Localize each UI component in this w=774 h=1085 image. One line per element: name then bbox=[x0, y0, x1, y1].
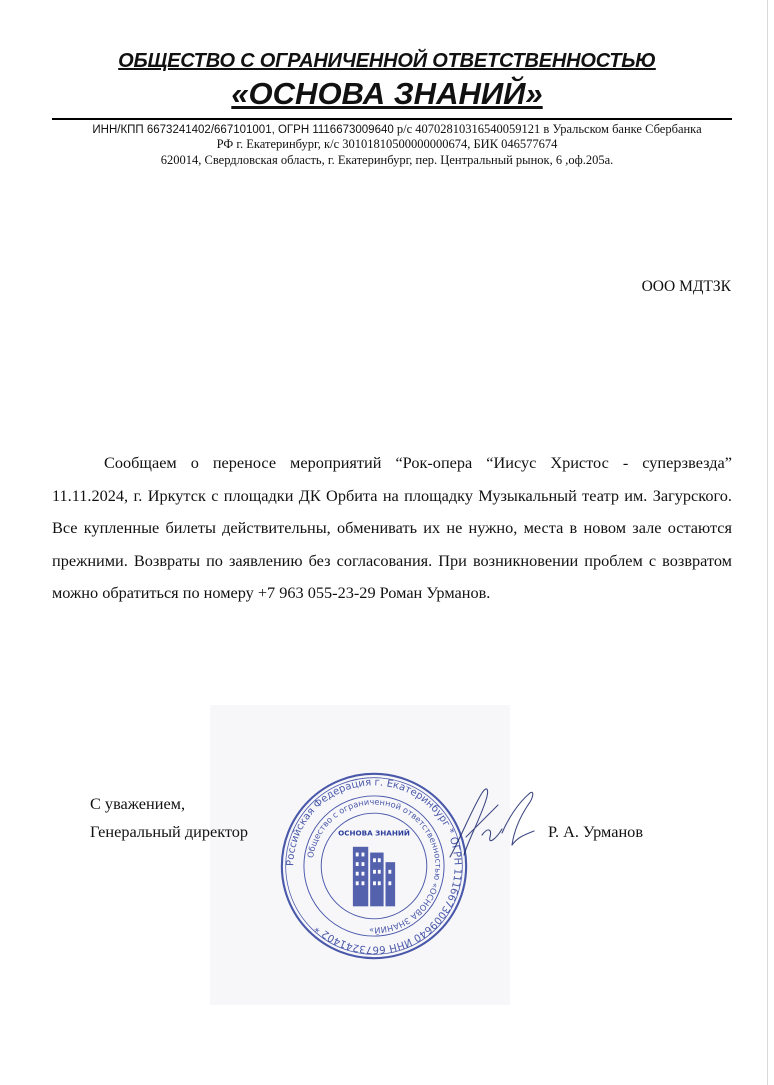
letter-paragraph: Сообщаем о переносе мероприятий “Рок-опера “Иисус Христос - суперзвезда” 11.11.2024, г. Иркутск с площадки ДК Орбита на площадку Музыкальный театр им. Загурского. Все купленные билеты действительны, обменивать их не нужно, места в новом зале остаются прежними. Возвраты по заявлению без согласования. При возникновении проблем с возвратом можно обратиться по номеру +7 963 055-23-29 Роман Урманов. bbox=[52, 453, 732, 603]
org-address: 620014, Свердловская область, г. Екатеринбург, пер. Центральный рынок, 6 ,оф.205а. bbox=[160, 153, 614, 167]
seal-center-text: ОСНОВА ЗНАНИЙ bbox=[338, 828, 410, 838]
requisites-bank-account: р/с 40702810316540059121 в Уральском банке Сбербанка bbox=[393, 122, 702, 136]
seal-building-emblem bbox=[353, 847, 395, 907]
org-legal-form: ОБЩЕСТВО С ОГРАНИЧЕННОЙ ОТВЕТСТВЕННОСТЬЮ bbox=[118, 50, 656, 72]
letter-body bbox=[52, 447, 732, 610]
requisites-tax-ids: ИНН/КПП 6673241402/667101001, ОГРН 1116673009640 bbox=[92, 124, 394, 136]
seal-inner-text: Общество с ограниченной ответственностью «ОСНОВА ЗНАНИЙ» bbox=[305, 796, 444, 936]
signer-name: Р. А. Урманов bbox=[548, 822, 644, 841]
seal-outer-text: Российская Федерация г. Екатеринбург * ОГРН 1116673009640 ИНН 6673241402 * bbox=[285, 777, 463, 955]
header-rule bbox=[52, 118, 732, 120]
requisites-line-1 bbox=[10, 122, 774, 137]
signature bbox=[430, 775, 550, 875]
closing-phrase: С уважением, bbox=[90, 794, 186, 813]
requisites-line-2: РФ г. Екатеринбург, к/с 30101810500000000674, БИК 046577674 bbox=[216, 137, 558, 151]
recipient: ООО МДТЗК bbox=[641, 278, 731, 295]
signer-position: Генеральный директор bbox=[90, 822, 249, 841]
org-name: «ОСНОВА ЗНАНИЙ» bbox=[231, 76, 543, 111]
